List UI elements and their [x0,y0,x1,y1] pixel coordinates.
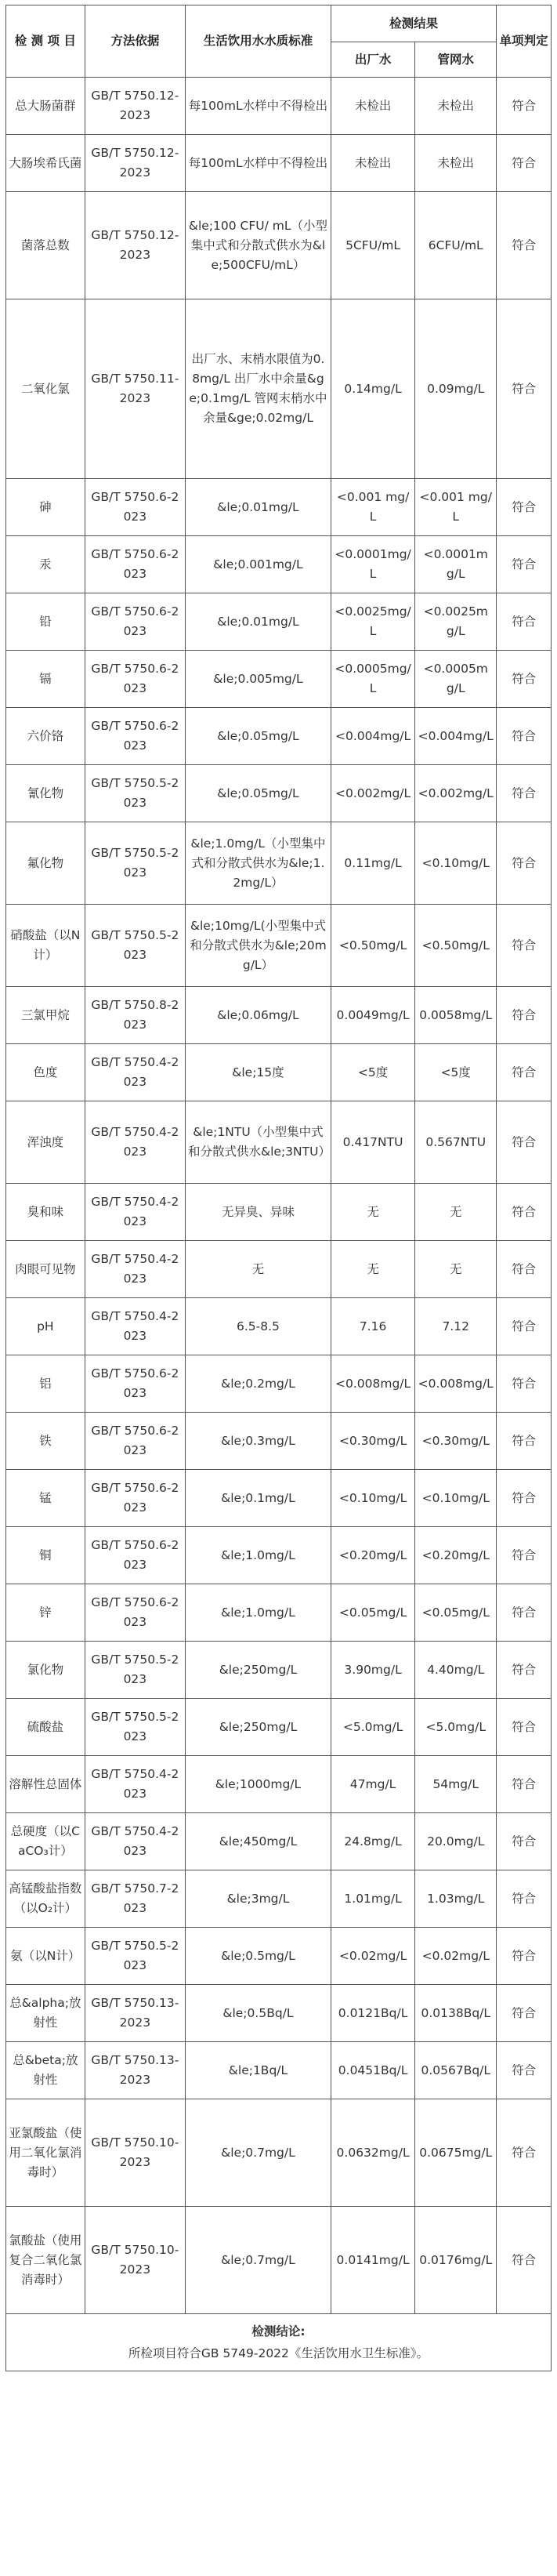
cell-standard: 每100mL水样中不得检出 [186,135,331,192]
cell-plant: 未检出 [331,135,414,192]
cell-network: <0.05mg/L [415,1584,497,1642]
cell-item: 肉眼可见物 [6,1241,85,1298]
table-row [6,1355,552,1413]
table-row [6,2042,552,2099]
cell-judgement: 符合 [497,765,552,822]
cell-judgement: 符合 [497,1756,552,1813]
cell-plant: 3.90mg/L [331,1642,414,1699]
cell-plant: 0.0141mg/L [331,2207,414,2314]
conclusion-title: 检测结论: [251,2324,306,2338]
cell-standard: &le;10mg/L(小型集中式和分散式供水为&le;20mg/L） [186,905,331,987]
cell-plant: 47mg/L [331,1756,414,1813]
cell-plant: 0.0632mg/L [331,2099,414,2207]
header-judgement: 单项判定 [497,5,552,78]
table-row [6,765,552,822]
cell-plant: <0.20mg/L [331,1527,414,1584]
cell-standard: &le;250mg/L [186,1642,331,1699]
cell-network: 1.03mg/L [415,1870,497,1928]
cell-network: <0.30mg/L [415,1413,497,1470]
cell-item: 硫酸盐 [6,1699,85,1756]
cell-item: 溶解性总固体 [6,1756,85,1813]
cell-standard: &le;0.7mg/L [186,2099,331,2207]
cell-network: 未检出 [415,135,497,192]
cell-judgement: 符合 [497,987,552,1044]
cell-standard: &le;1.0mg/L [186,1584,331,1642]
cell-plant: <0.0001mg/L [331,536,414,593]
cell-judgement: 符合 [497,1184,552,1241]
cell-item: 汞 [6,536,85,593]
cell-plant: 24.8mg/L [331,1813,414,1870]
cell-judgement: 符合 [497,192,552,299]
cell-plant: <0.002mg/L [331,765,414,822]
cell-network: <0.50mg/L [415,905,497,987]
cell-method: GB/T 5750.10-2023 [85,2207,185,2314]
cell-network: <0.10mg/L [415,822,497,905]
cell-item: 总&alpha;放射性 [6,1985,85,2042]
header-method: 方法依据 [85,5,185,78]
cell-network: 4.40mg/L [415,1642,497,1699]
cell-method: GB/T 5750.6-2023 [85,1527,185,1584]
cell-network: 20.0mg/L [415,1813,497,1870]
cell-plant: 无 [331,1184,414,1241]
cell-standard: &le;1000mg/L [186,1756,331,1813]
cell-method: GB/T 5750.5-2023 [85,1699,185,1756]
cell-item: 臭和味 [6,1184,85,1241]
cell-network: <0.10mg/L [415,1470,497,1527]
table-row [6,536,552,593]
cell-method: GB/T 5750.4-2023 [85,1241,185,1298]
cell-judgement: 符合 [497,135,552,192]
cell-item: 菌落总数 [6,192,85,299]
table-row [6,479,552,536]
cell-network: <0.002mg/L [415,765,497,822]
header-standard: 生活饮用水水质标准 [186,5,331,78]
table-row [6,1470,552,1527]
cell-item: 铜 [6,1527,85,1584]
cell-standard: &le;0.01mg/L [186,593,331,651]
cell-standard: 无 [186,1241,331,1298]
cell-method: GB/T 5750.4-2023 [85,1184,185,1241]
table-row [6,1870,552,1928]
cell-method: GB/T 5750.5-2023 [85,905,185,987]
table-row [6,1413,552,1470]
cell-standard: &le;0.001mg/L [186,536,331,593]
cell-plant: <5度 [331,1044,414,1101]
cell-judgement: 符合 [497,905,552,987]
cell-method: GB/T 5750.6-2023 [85,479,185,536]
cell-standard: &le;0.5mg/L [186,1928,331,1985]
cell-method: GB/T 5750.5-2023 [85,1642,185,1699]
cell-plant: <0.50mg/L [331,905,414,987]
header-item: 检 测 项 目 [6,5,85,78]
cell-standard: &le;0.2mg/L [186,1355,331,1413]
cell-plant: <0.10mg/L [331,1470,414,1527]
cell-method: GB/T 5750.6-2023 [85,708,185,765]
cell-judgement: 符合 [497,479,552,536]
cell-method: GB/T 5750.5-2023 [85,765,185,822]
cell-item: 氰化物 [6,765,85,822]
cell-item: 二氧化氯 [6,299,85,479]
cell-judgement: 符合 [497,1355,552,1413]
cell-network: 6CFU/mL [415,192,497,299]
cell-standard: 6.5-8.5 [186,1298,331,1355]
table-row [6,1298,552,1355]
cell-judgement: 符合 [497,2099,552,2207]
cell-judgement: 符合 [497,1470,552,1527]
cell-network: 无 [415,1241,497,1298]
cell-judgement: 符合 [497,1241,552,1298]
cell-method: GB/T 5750.7-2023 [85,1870,185,1928]
table-body [6,78,552,2314]
cell-network: 未检出 [415,78,497,135]
cell-judgement: 符合 [497,78,552,135]
cell-item: 锰 [6,1470,85,1527]
cell-plant: 7.16 [331,1298,414,1355]
cell-method: GB/T 5750.12-2023 [85,192,185,299]
cell-method: GB/T 5750.12-2023 [85,78,185,135]
cell-item: 铅 [6,593,85,651]
table-row [6,1756,552,1813]
cell-item: 氯化物 [6,1642,85,1699]
cell-item: 色度 [6,1044,85,1101]
cell-item: 亚氯酸盐（使用二氧化氯消毒时） [6,2099,85,2207]
cell-network: 54mg/L [415,1756,497,1813]
cell-method: GB/T 5750.6-2023 [85,593,185,651]
cell-plant: <0.004mg/L [331,708,414,765]
cell-method: GB/T 5750.4-2023 [85,1044,185,1101]
cell-item: 砷 [6,479,85,536]
cell-item: 总大肠菌群 [6,78,85,135]
cell-item: 铁 [6,1413,85,1470]
cell-item: 氨（以N计） [6,1928,85,1985]
cell-judgement: 符合 [497,708,552,765]
cell-method: GB/T 5750.11-2023 [85,299,185,479]
cell-plant: 0.14mg/L [331,299,414,479]
cell-item: 总硬度（以CaCO₃计） [6,1813,85,1870]
cell-standard: &le;1Bq/L [186,2042,331,2099]
table-row [6,1241,552,1298]
cell-standard: &le;0.7mg/L [186,2207,331,2314]
cell-item: 三氯甲烷 [6,987,85,1044]
cell-judgement: 符合 [497,1699,552,1756]
cell-plant: 0.417NTU [331,1101,414,1184]
cell-method: GB/T 5750.5-2023 [85,1928,185,1985]
header-plant-water: 出厂水 [331,42,414,78]
cell-item: 总&beta;放射性 [6,2042,85,2099]
cell-judgement: 符合 [497,822,552,905]
table-row [6,2207,552,2314]
cell-network: 0.0176mg/L [415,2207,497,2314]
cell-network: <0.001 mg/L [415,479,497,536]
cell-plant: 0.11mg/L [331,822,414,905]
cell-plant: 0.0451Bq/L [331,2042,414,2099]
cell-judgement: 符合 [497,299,552,479]
cell-standard: &le;1.0mg/L（小型集中式和分散式供水为&le;1.2mg/L） [186,822,331,905]
cell-standard: &le;0.3mg/L [186,1413,331,1470]
cell-plant: 0.0121Bq/L [331,1985,414,2042]
table-row [6,1985,552,2042]
cell-network: 无 [415,1184,497,1241]
cell-network: 0.0138Bq/L [415,1985,497,2042]
cell-judgement: 符合 [497,1044,552,1101]
table-row [6,1928,552,1985]
cell-method: GB/T 5750.6-2023 [85,1470,185,1527]
cell-judgement: 符合 [497,1813,552,1870]
cell-plant: 未检出 [331,78,414,135]
table-row [6,1184,552,1241]
cell-plant: 0.0049mg/L [331,987,414,1044]
cell-network: <0.004mg/L [415,708,497,765]
cell-standard: &le;250mg/L [186,1699,331,1756]
header-network-water: 管网水 [415,42,497,78]
cell-plant: 1.01mg/L [331,1870,414,1928]
conclusion-text: 所检项目符合GB 5749-2022《生活饮用水卫生标准》。 [128,2346,429,2360]
cell-network: 0.0675mg/L [415,2099,497,2207]
table-row [6,192,552,299]
cell-judgement: 符合 [497,1928,552,1985]
cell-plant: 5CFU/mL [331,192,414,299]
cell-item: 镉 [6,651,85,708]
cell-judgement: 符合 [497,651,552,708]
cell-network: 0.0058mg/L [415,987,497,1044]
cell-standard: &le;1.0mg/L [186,1527,331,1584]
cell-standard: &le;0.05mg/L [186,708,331,765]
cell-network: <0.0005mg/L [415,651,497,708]
cell-plant: <5.0mg/L [331,1699,414,1756]
cell-judgement: 符合 [497,1584,552,1642]
cell-standard: &le;0.06mg/L [186,987,331,1044]
cell-standard: 每100mL水样中不得检出 [186,78,331,135]
cell-judgement: 符合 [497,1527,552,1584]
table-row [6,1813,552,1870]
cell-standard: 出厂水、末梢水限值为0.8mg/L 出厂水中余量&ge;0.1mg/L 管网末梢水中余量&ge;0.02mg/L [186,299,331,479]
cell-method: GB/T 5750.6-2023 [85,1355,185,1413]
cell-judgement: 符合 [497,1413,552,1470]
water-quality-table [5,5,552,2371]
cell-item: pH [6,1298,85,1355]
cell-item: 氟化物 [6,822,85,905]
table-row [6,1044,552,1101]
cell-plant: <0.30mg/L [331,1413,414,1470]
cell-method: GB/T 5750.4-2023 [85,1756,185,1813]
conclusion-cell [6,2314,552,2371]
cell-standard: &le;0.05mg/L [186,765,331,822]
cell-item: 锌 [6,1584,85,1642]
cell-network: 7.12 [415,1298,497,1355]
cell-item: 氯酸盐（使用复合二氧化氯消毒时） [6,2207,85,2314]
cell-judgement: 符合 [497,1101,552,1184]
cell-judgement: 符合 [497,593,552,651]
table-row [6,708,552,765]
cell-method: GB/T 5750.4-2023 [85,1813,185,1870]
cell-plant: <0.0005mg/L [331,651,414,708]
cell-network: 0.567NTU [415,1101,497,1184]
cell-method: GB/T 5750.4-2023 [85,1101,185,1184]
cell-method: GB/T 5750.6-2023 [85,651,185,708]
table-row [6,1642,552,1699]
cell-item: 六价铬 [6,708,85,765]
table-row [6,299,552,479]
cell-standard: &le;1NTU（小型集中式和分散式供水&le;3NTU） [186,1101,331,1184]
cell-network: <5度 [415,1044,497,1101]
cell-standard: &le;0.01mg/L [186,479,331,536]
table-row [6,78,552,135]
table-row [6,1584,552,1642]
cell-method: GB/T 5750.4-2023 [85,1298,185,1355]
cell-method: GB/T 5750.6-2023 [85,1584,185,1642]
cell-item: 高锰酸盐指数（以O₂计） [6,1870,85,1928]
cell-network: 0.09mg/L [415,299,497,479]
cell-method: GB/T 5750.12-2023 [85,135,185,192]
cell-plant: <0.001 mg/L [331,479,414,536]
cell-method: GB/T 5750.10-2023 [85,2099,185,2207]
cell-item: 铝 [6,1355,85,1413]
table-row [6,1101,552,1184]
cell-plant: <0.02mg/L [331,1928,414,1985]
table-row [6,135,552,192]
cell-judgement: 符合 [497,1642,552,1699]
cell-judgement: 符合 [497,1298,552,1355]
cell-method: GB/T 5750.13-2023 [85,2042,185,2099]
cell-network: <0.0001mg/L [415,536,497,593]
cell-standard: &le;0.005mg/L [186,651,331,708]
table-row [6,822,552,905]
cell-item: 浑浊度 [6,1101,85,1184]
cell-method: GB/T 5750.6-2023 [85,536,185,593]
table-row [6,2099,552,2207]
conclusion-row [6,2314,552,2371]
table-row [6,593,552,651]
cell-network: <0.02mg/L [415,1928,497,1985]
cell-plant: <0.0025mg/L [331,593,414,651]
cell-method: GB/T 5750.5-2023 [85,822,185,905]
cell-judgement: 符合 [497,2042,552,2099]
cell-method: GB/T 5750.8-2023 [85,987,185,1044]
cell-judgement: 符合 [497,536,552,593]
cell-standard: &le;0.1mg/L [186,1470,331,1527]
cell-standard: &le;0.5Bq/L [186,1985,331,2042]
cell-plant: 无 [331,1241,414,1298]
header-results: 检测结果 [331,5,496,42]
cell-standard: &le;100 CFU/ mL（小型集中式和分散式供水为&le;500CFU/mL） [186,192,331,299]
cell-item: 大肠埃希氏菌 [6,135,85,192]
cell-network: 0.0567Bq/L [415,2042,497,2099]
cell-standard: &le;3mg/L [186,1870,331,1928]
table-row [6,1527,552,1584]
cell-network: <0.20mg/L [415,1527,497,1584]
cell-plant: <0.05mg/L [331,1584,414,1642]
table-row [6,905,552,987]
table-row [6,1699,552,1756]
cell-judgement: 符合 [497,1985,552,2042]
cell-judgement: 符合 [497,1870,552,1928]
cell-network: <0.0025mg/L [415,593,497,651]
cell-judgement: 符合 [497,2207,552,2314]
table-row [6,987,552,1044]
table-row [6,651,552,708]
cell-network: <0.008mg/L [415,1355,497,1413]
cell-standard: &le;450mg/L [186,1813,331,1870]
cell-plant: <0.008mg/L [331,1355,414,1413]
cell-method: GB/T 5750.13-2023 [85,1985,185,2042]
cell-method: GB/T 5750.6-2023 [85,1413,185,1470]
cell-standard: 无异臭、异味 [186,1184,331,1241]
header-row-1 [6,5,552,42]
cell-standard: &le;15度 [186,1044,331,1101]
cell-item: 硝酸盐（以N计） [6,905,85,987]
cell-network: <5.0mg/L [415,1699,497,1756]
